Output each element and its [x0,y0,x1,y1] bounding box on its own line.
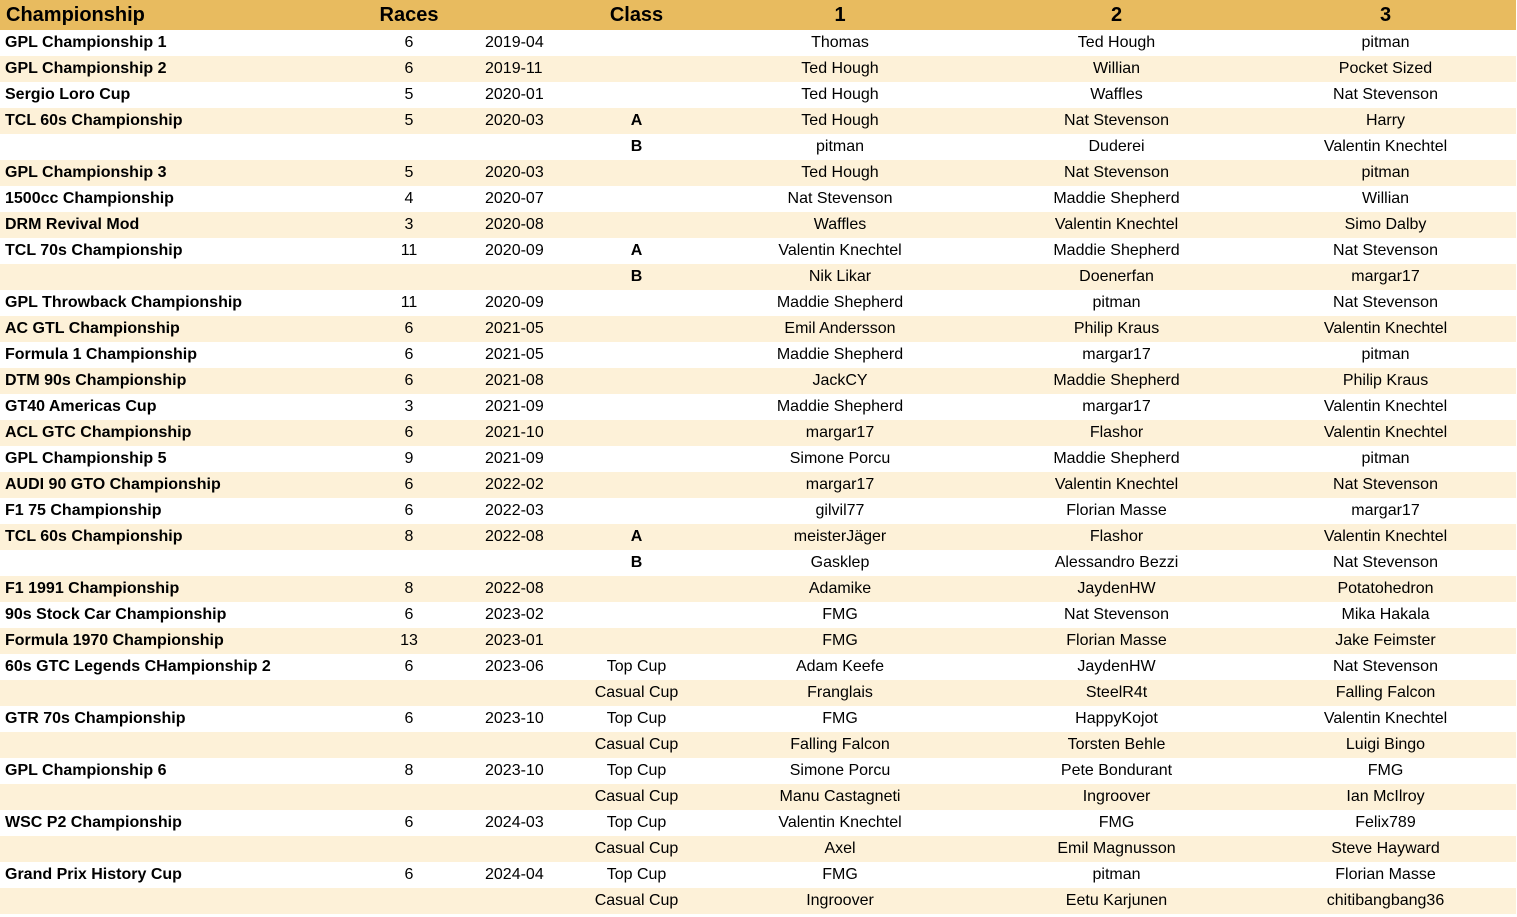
season-date: 2021-08 [485,372,544,389]
first-place: Gasklep [810,554,870,571]
second-place: Maddie Shepherd [1053,190,1180,207]
class-label [571,82,702,108]
table-row[interactable] [0,186,1516,212]
second-place: margar17 [1082,346,1151,363]
season-date [461,732,571,758]
first-place: gilvil77 [815,502,865,519]
second-place: Eetu Karjunen [1065,892,1168,909]
first-place: margar17 [805,476,875,493]
championship-name: Formula 1970 Championship [5,632,224,649]
season-date [461,888,571,914]
races-count [357,550,461,576]
second-place: Maddie Shepherd [1053,242,1180,259]
races-count: 6 [404,60,414,77]
third-place: FMG [1367,762,1404,779]
championship-name: GPL Championship 1 [5,34,167,51]
first-place: Adam Keefe [795,658,885,675]
class-label [571,446,702,472]
season-date: 2023-06 [485,658,544,675]
championship-name: GPL Throwback Championship [5,294,243,311]
second-place: pitman [1092,294,1141,311]
header-row [0,0,1516,30]
first-place: Nat Stevenson [787,190,893,207]
header-championship[interactable]: Championship [6,3,145,26]
third-place: Mika Hakala [1341,606,1430,623]
table-row[interactable] [0,264,1516,290]
races-count [357,784,461,810]
second-place: Florian Masse [1066,502,1167,519]
third-place: Simo Dalby [1344,216,1427,233]
season-date: 2023-02 [485,606,544,623]
races-count: 3 [404,216,414,233]
third-place: Florian Masse [1335,866,1436,883]
third-place: Nat Stevenson [1333,294,1438,311]
championship-name [0,680,357,706]
third-place: Steve Hayward [1331,840,1440,857]
races-count [357,680,461,706]
first-place: FMG [822,710,858,727]
first-place: Waffles [813,216,867,233]
class-label: Top Cup [606,710,667,727]
championship-name [0,550,357,576]
races-count: 8 [404,580,414,597]
class-label: B [630,554,643,571]
second-place: Pete Bondurant [1060,762,1173,779]
first-place: Ted Hough [801,86,879,103]
championship-name [0,836,357,862]
third-place: Valentin Knechtel [1323,320,1448,337]
second-place: Torsten Behle [1067,736,1166,753]
header-third-place[interactable]: 3 [1379,3,1392,26]
season-date: 2020-03 [485,112,544,129]
table-row[interactable] [0,238,1516,264]
class-label [571,498,702,524]
races-count: 5 [404,164,414,181]
races-count: 6 [404,866,414,883]
races-count: 6 [404,710,414,727]
second-place: Alessandro Bezzi [1054,554,1179,571]
second-place: margar17 [1082,398,1151,415]
class-label [571,420,702,446]
races-count: 11 [400,242,418,259]
class-label [571,576,702,602]
third-place: Willian [1361,190,1410,207]
third-place: pitman [1361,450,1410,467]
class-label: Top Cup [606,814,667,831]
table-row[interactable] [0,420,1516,446]
season-date [461,550,571,576]
season-date: 2021-10 [485,424,544,441]
championship-name: Formula 1 Championship [5,346,198,363]
races-count: 6 [404,424,414,441]
table-row[interactable] [0,472,1516,498]
season-date: 2022-03 [485,502,544,519]
table-row[interactable] [0,212,1516,238]
class-label: A [630,528,643,545]
races-count: 6 [404,502,414,519]
third-place: margar17 [1351,502,1420,519]
results-body [0,30,1516,914]
second-place: Flashor [1089,528,1144,545]
first-place: Adamike [808,580,872,597]
championship-name: GPL Championship 5 [5,450,167,467]
first-place: Nik Likar [808,268,872,285]
first-place: Maddie Shepherd [776,294,904,311]
season-date: 2019-11 [485,60,543,77]
first-place: Maddie Shepherd [776,346,904,363]
championship-name [0,784,357,810]
season-date: 2019-04 [485,34,544,51]
second-place: Florian Masse [1066,632,1167,649]
table-row[interactable] [0,30,1516,56]
table-row[interactable] [0,654,1516,680]
third-place: Nat Stevenson [1333,476,1438,493]
championship-name [0,888,357,914]
header-class[interactable]: Class [609,3,664,26]
first-place: Thomas [811,34,869,51]
championship-name: TCL 60s Championship [5,528,183,545]
class-label: B [630,268,643,285]
season-date: 2021-05 [485,320,544,337]
races-count: 8 [404,762,414,779]
table-row[interactable] [0,446,1516,472]
third-place: Valentin Knechtel [1323,710,1448,727]
races-count: 6 [404,372,414,389]
races-count: 13 [400,632,418,649]
table-row[interactable] [0,628,1516,654]
races-count: 5 [404,112,414,129]
second-place: Waffles [1090,86,1143,103]
championship-name: AUDI 90 GTO Championship [5,476,221,493]
first-place: Falling Falcon [790,736,890,753]
first-place: margar17 [805,424,875,441]
season-date [461,134,571,160]
class-label: Top Cup [606,762,667,779]
third-place: Valentin Knechtel [1323,424,1448,441]
second-place: Ingroover [1082,788,1151,805]
header-first-place[interactable]: 1 [834,3,846,26]
third-place: chitibangbang36 [1326,892,1445,909]
second-place: HappyKojot [1075,710,1158,727]
second-place: SteelR4t [1085,684,1148,701]
season-date: 2024-04 [485,866,544,883]
championship-name: ACL GTC Championship [5,424,192,441]
second-place: Willian [1092,60,1141,77]
season-date: 2020-03 [485,164,544,181]
third-place: Nat Stevenson [1333,658,1438,675]
races-count [357,732,461,758]
class-label [571,160,702,186]
first-place: Franglais [807,684,873,701]
class-label [571,212,702,238]
championship-name: 90s Stock Car Championship [5,606,227,623]
class-label: Top Cup [606,658,667,675]
third-place: Pocket Sized [1338,60,1433,77]
third-place: Valentin Knechtel [1323,398,1448,415]
table-row[interactable] [0,290,1516,316]
first-place: Ted Hough [801,112,879,129]
third-place: Valentin Knechtel [1323,528,1448,545]
class-label: Casual Cup [594,840,679,857]
table-row[interactable] [0,160,1516,186]
first-place: Ted Hough [801,60,879,77]
second-place: FMG [1098,814,1135,831]
second-place: Emil Magnusson [1057,840,1176,857]
season-date: 2020-08 [485,216,544,233]
races-count: 11 [400,294,418,311]
class-label [571,316,702,342]
championship-name: F1 1991 Championship [5,580,180,597]
championship-name: DTM 90s Championship [5,372,187,389]
season-date: 2023-10 [485,762,544,779]
table-row[interactable] [0,550,1516,576]
season-date [461,836,571,862]
table-row[interactable] [0,576,1516,602]
header-races[interactable]: Races [379,3,439,26]
season-date: 2023-01 [485,632,544,649]
table-row[interactable] [0,888,1516,914]
season-date [461,784,571,810]
races-count: 9 [404,450,414,467]
first-place: Valentin Knechtel [778,242,902,259]
class-label [571,628,702,654]
second-place: Philip Kraus [1073,320,1160,337]
class-label: Top Cup [606,866,667,883]
season-date: 2020-07 [485,190,544,207]
class-label: Casual Cup [594,684,679,701]
table-row[interactable] [0,810,1516,836]
season-date: 2020-09 [485,242,544,259]
season-date: 2021-05 [485,346,544,363]
first-place: Simone Porcu [789,762,891,779]
races-count: 6 [404,658,414,675]
third-place: pitman [1361,34,1410,51]
second-place: Flashor [1089,424,1144,441]
championship-name: Sergio Loro Cup [5,86,131,103]
second-place: Nat Stevenson [1064,112,1169,129]
second-place: Doenerfan [1079,268,1154,285]
third-place: Falling Falcon [1335,684,1436,701]
championship-name: 60s GTC Legends CHampionship 2 [5,658,271,675]
header-date[interactable] [461,0,571,30]
table-row[interactable] [0,342,1516,368]
first-place: Manu Castagneti [779,788,901,805]
table-row[interactable] [0,394,1516,420]
first-place: Simone Porcu [789,450,891,467]
season-date: 2022-02 [485,476,544,493]
third-place: Ian McIlroy [1346,788,1425,805]
season-date: 2021-09 [485,450,544,467]
second-place: Valentin Knechtel [1054,476,1179,493]
first-place: JackCY [812,372,868,389]
championship-name: GPL Championship 2 [5,60,167,77]
championship-name: GPL Championship 3 [5,164,167,181]
table-row[interactable] [0,758,1516,784]
championship-name: TCL 60s Championship [5,112,183,129]
season-date: 2024-03 [485,814,544,831]
second-place: pitman [1092,866,1141,883]
first-place: Valentin Knechtel [778,814,902,831]
table-row[interactable] [0,706,1516,732]
second-place: Nat Stevenson [1064,164,1169,181]
second-place: Maddie Shepherd [1053,372,1180,389]
races-count: 4 [404,190,414,207]
first-place: FMG [822,606,858,623]
class-label [571,56,702,82]
class-label [571,602,702,628]
table-row[interactable] [0,862,1516,888]
races-count: 6 [404,320,414,337]
championship-name: GPL Championship 6 [5,762,167,779]
championship-name [0,264,357,290]
table-row[interactable] [0,134,1516,160]
first-place: Ted Hough [801,164,879,181]
season-date: 2021-09 [485,398,544,415]
class-label: Casual Cup [594,736,679,753]
first-place: meisterJäger [793,528,887,545]
table-row[interactable] [0,108,1516,134]
races-count: 6 [404,476,414,493]
first-place: pitman [815,138,865,155]
class-label: Casual Cup [594,788,679,805]
races-count: 6 [404,606,414,623]
championship-name: GT40 Americas Cup [5,398,157,415]
class-label: A [630,242,643,259]
season-date: 2020-09 [485,294,544,311]
championship-name: 1500cc Championship [5,190,174,207]
class-label [571,368,702,394]
second-place: Nat Stevenson [1064,606,1169,623]
races-count: 5 [404,86,414,103]
table-row[interactable] [0,784,1516,810]
season-date: 2022-08 [485,528,544,545]
third-place: Jake Feimster [1335,632,1436,649]
races-count: 6 [404,34,414,51]
races-count: 6 [404,814,414,831]
season-date [461,264,571,290]
table-row[interactable] [0,82,1516,108]
table-row[interactable] [0,732,1516,758]
header-second-place[interactable]: 2 [1110,3,1123,26]
races-count: 8 [404,528,414,545]
third-place: pitman [1361,346,1410,363]
races-count [357,888,461,914]
first-place: Maddie Shepherd [776,398,904,415]
championship-name [0,134,357,160]
third-place: Felix789 [1355,814,1416,831]
championship-name: GTR 70s Championship [5,710,186,727]
class-label [571,290,702,316]
second-place: Duderei [1088,138,1145,155]
third-place: Potatohedron [1337,580,1434,597]
class-label [571,472,702,498]
second-place: JaydenHW [1077,580,1156,597]
table-row[interactable] [0,602,1516,628]
class-label: B [630,138,643,155]
class-label [571,394,702,420]
races-count: 3 [404,398,414,415]
class-label [571,342,702,368]
races-count [357,264,461,290]
season-date: 2022-08 [485,580,544,597]
championship-name: F1 75 Championship [5,502,162,519]
second-place: JaydenHW [1077,658,1156,675]
first-place: Emil Andersson [784,320,896,337]
championship-name: Grand Prix History Cup [5,866,182,883]
season-date: 2023-10 [485,710,544,727]
first-place: FMG [822,866,858,883]
third-place: margar17 [1351,268,1420,285]
first-place: Axel [824,840,856,857]
championship-name: AC GTL Championship [5,320,180,337]
first-place: Ingroover [806,892,874,909]
second-place: Valentin Knechtel [1054,216,1179,233]
class-label: Casual Cup [594,892,679,909]
third-place: Luigi Bingo [1345,736,1426,753]
championship-name [0,732,357,758]
season-date: 2020-01 [485,86,544,103]
table-row[interactable] [0,680,1516,706]
third-place: pitman [1361,164,1410,181]
class-label: A [630,112,643,129]
table-row[interactable] [0,524,1516,550]
second-place: Ted Hough [1077,34,1156,51]
table-row[interactable] [0,56,1516,82]
table-row[interactable] [0,498,1516,524]
table-row[interactable] [0,316,1516,342]
races-count: 6 [404,346,414,363]
championship-name: WSC P2 Championship [5,814,182,831]
table-row[interactable] [0,836,1516,862]
third-place: Valentin Knechtel [1323,138,1448,155]
table-row[interactable] [0,368,1516,394]
championship-name: DRM Revival Mod [5,216,140,233]
class-label [571,30,702,56]
third-place: Nat Stevenson [1333,554,1438,571]
third-place: Nat Stevenson [1333,86,1438,103]
class-label [571,186,702,212]
third-place: Harry [1365,112,1406,129]
second-place: Maddie Shepherd [1053,450,1180,467]
races-count [357,134,461,160]
season-date [461,680,571,706]
first-place: FMG [822,632,858,649]
races-count [357,836,461,862]
third-place: Philip Kraus [1342,372,1429,389]
third-place: Nat Stevenson [1333,242,1438,259]
championship-name: TCL 70s Championship [5,242,183,259]
